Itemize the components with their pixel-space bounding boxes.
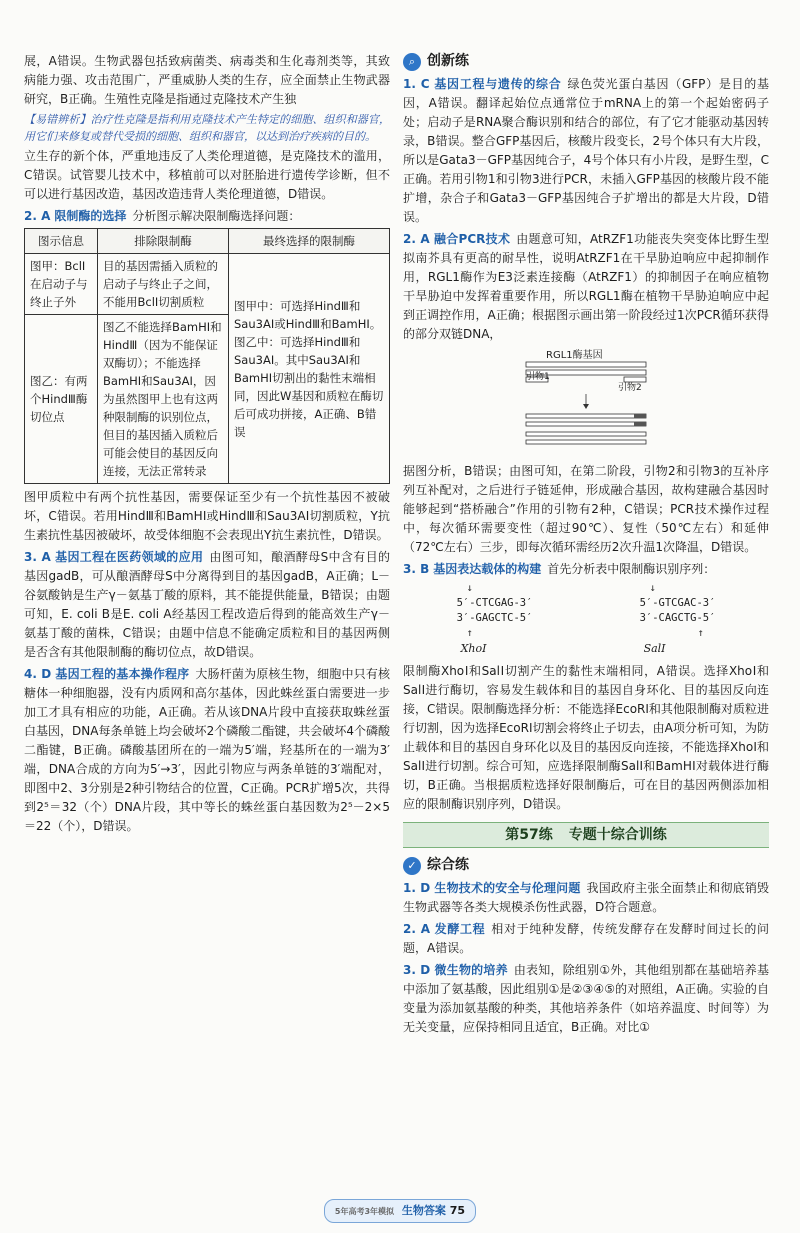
question-text: 我国政府主张全面禁止和彻底销毁生物武器等各类大规模杀伤性武器，D符合题意。 [403, 881, 769, 914]
footer-badge [324, 1199, 476, 1223]
section-title: 创新练 [427, 53, 469, 69]
product-strand [526, 440, 646, 444]
xho-sequence [457, 581, 533, 656]
question-text: 由题意可知，AtRZF1功能丧失突变体比野生型拟南芥具有更高的耐旱性，说明AtRZF1在干旱胁迫响应中起抑制作用，RGL1酶作为E3泛素连接酶（AtRZF1）的抑制因子在响应植物干旱胁迫中发挥着重要作用，所以RGL1酶在植物干旱胁迫响应中起到正调控作用，A正确；根据图示画出第一阶段经过1次PCR循环获得的部分双链DNA， [403, 232, 770, 341]
section-title: 综合练 [427, 857, 469, 873]
product-strand [526, 414, 646, 418]
question-topic: 融合PCR技术 [433, 232, 511, 246]
question-text: 大肠杆菌为原核生物，细胞中只有核糖体一种细胞器，没有内质网和高尔基体，因此蛛丝蛋白需要进一步加工才具有相应的功能，A正确。若从该DNA片段中直接获取蛛丝蛋白基因，DNA每条单链上均会破坏2个磷酸二酯键，共会破坏4个磷酸二酯键，B正确。磷酸基团所在的一端为5′端，羟基所在的一端为3′端，DNA合成的方向为5′→3′，因此引物应与两条单链的3′端配对，即图中2、3分别是2种引物结合的位置，C正确。PCR扩增5次，共得到2⁵＝32（个）DNA片段，其中等长的蛛丝蛋白基因数为2⁵－2×5＝22（个），D错误。 [24, 667, 390, 833]
paragraph: 立生存的新个体，严重地违反了人类伦理道德，是克隆技术的滥用，C错误。试管婴儿技术中，移植前可以对胚胎进行遗传学诊断，但不可以进行基因改造，基因改造违背人类伦理道德，D错误。 [24, 149, 390, 201]
table-cell: 图甲中：可选择HindⅢ和Sau3AⅠ或HindⅢ和BamHⅠ。图乙中：可选择HindⅢ和Sau3AⅠ。其中Sau3AⅠ和BamHⅠ切割出的黏性末端相同，因此W基因和质粒在酶切后可成功拼接，A正确、B错误 [229, 254, 390, 484]
question-text: 分析图示解决限制酶选择问题： [132, 209, 301, 223]
gene-strand [526, 362, 646, 367]
cut-arrow-icon: ↑ [697, 627, 704, 639]
primer-2-label: 引物2 [618, 383, 642, 393]
question-text: 相对于纯种发酵，传统发酵存在发酵时间过长的问题，A错误。 [403, 922, 769, 955]
question-topic: 基因表达载体的构建 [433, 562, 542, 576]
table-header: 排除限制酶 [98, 229, 229, 254]
xho-label: XhoⅠ [460, 642, 487, 655]
question-3 [403, 961, 769, 1037]
question-3 [24, 548, 390, 662]
gene-label: RGL1酶基因 [546, 350, 603, 361]
page-number: 75 [449, 1204, 466, 1217]
question-text: 由图可知，酿酒酵母S中含有目的基因gadB，可从酿酒酵母S中分离得到目的基因gadB，A正确；L－谷氨酸钠是生产γ－氨基丁酸的原料，其不能提供能量，B错误；由题可知，E. coli B是E. coli A经基因工程改造后得到的能高效生产γ－氨基丁酸的菌株，C错误；由题中信息不能确定质粒和目的基因两侧是否含有其他限制酶的酶切位点，故D错误。 [24, 550, 390, 659]
question-topic: 微生物的培养 [434, 963, 508, 977]
answer-number: 4. D [24, 667, 52, 681]
question-2 [403, 920, 769, 958]
down-arrow-icon [583, 404, 589, 409]
paragraph: 展，A错误。生物武器包括致病菌类、病毒类和生化毒剂类等，其致病能力强、攻击范围广，严重威胁人类的生存，应全面禁止生物武器研究，B正确。生殖性克隆是指通过克隆技术产生独 [24, 54, 390, 106]
table-cell: 图甲：BclⅠ在启动子与终止子外 [25, 254, 98, 315]
magnifier-icon: ⌕ [403, 53, 421, 71]
answer-number: 3. B [403, 562, 430, 576]
pcr-diagram [506, 348, 666, 456]
table-cell: 图乙不能选择BamHⅠ和HindⅢ（因为不能保证双酶切）；不能选择BamHⅠ和Sau3AⅠ，因为虽然图甲上也有这两种限制酶的识别位点，但目的基因插入质粒后可能会使目的基因反向连接，无法正常转录 [98, 315, 229, 484]
section-heading [403, 856, 769, 875]
question-1 [403, 879, 769, 917]
banner-title: 专题十综合训练 [568, 826, 667, 843]
right-column [403, 52, 769, 1039]
cut-arrow-icon: ↑ [466, 627, 473, 639]
answer-number: 2. A [24, 209, 51, 223]
footer-title: 生物答案 [401, 1204, 446, 1217]
primer-tail [634, 414, 646, 418]
sal-top-strand: 5′-GTCGAC-3′ [639, 597, 716, 609]
question-1 [403, 75, 769, 227]
question-topic: 发酵工程 [434, 922, 486, 936]
primer-2-box [624, 377, 646, 382]
answer-number: 2. A [403, 922, 431, 936]
chapter-banner [403, 822, 769, 848]
question-text: 首先分析表中限制酶识别序列： [547, 562, 716, 576]
product-strand [526, 432, 646, 436]
product-strand [526, 422, 646, 426]
handwritten-note: 【易错辨析】治疗性克隆是指利用克隆技术产生特定的细胞、组织和器官，用它们来修复或替代受损的细胞、组织和器官，以达到治疗疾病的目的。 [24, 113, 390, 143]
table-cell: 图乙：有两个HindⅢ酶切位点 [25, 315, 98, 484]
question-topic: 基因工程在医药领域的应用 [54, 550, 204, 564]
question-3 [403, 560, 769, 579]
xho-bottom-strand: 3′-GAGCTC-5′ [456, 612, 533, 624]
answer-number: 3. A [24, 550, 51, 564]
restriction-sequences [403, 581, 769, 656]
left-column [24, 52, 390, 838]
table-cell: 目的基因需插入质粒的启动子与终止子之间，不能用BclⅠ切割质粒 [98, 254, 229, 315]
sal-bottom-strand: 3′-CAGCTG-5′ [639, 612, 716, 624]
question-topic: 限制酶的选择 [54, 209, 127, 223]
question-topic: 基因工程与遗传的综合 [433, 77, 562, 91]
sal-sequence [640, 581, 716, 656]
table-header: 图示信息 [25, 229, 98, 254]
primer-tail [634, 422, 646, 426]
cut-arrow-icon: ↓ [649, 582, 656, 594]
question-text: 绿色荧光蛋白基因（GFP）是目的基因，A错误。翻译起始位点通常位于mRNA上的第一个起始密码子处；启动子是RNA聚合酶识别和结合的部位，有了它才能驱动基因转录，B错误。整合GFP基因后，核酸片段变长，2号个体只有大片段，所以是Gata3－GFP基因纯合子，4号个体只有小片段，是野生型，C正确。若用引物1和引物3进行PCR，未插入GFP基因的核酸片段不能扩增，杂合子和Gata3－GFP基因纯合子扩增出的都是大片段，D错误。 [403, 77, 769, 224]
question-text: 由表知，除组别①外，其他组别都在基础培养基中添加了氨基酸，因此组别①是②③④⑤的对照组，A正确。实验的自变量为添加氨基酸的种类，其他培养条件（如培养温度、时间等）为无关变量，应保持相同且适宜，B正确。对比① [403, 963, 769, 1034]
question-topic: 生物技术的安全与伦理问题 [434, 881, 581, 895]
sal-label: SalⅠ [643, 642, 666, 655]
question-4 [24, 665, 390, 836]
primer-1-label: 引物1 [526, 372, 550, 382]
check-icon: ✓ [403, 857, 421, 875]
banner-label: 第57练 [505, 826, 553, 843]
answer-number: 1. C [403, 77, 430, 91]
question-2 [24, 207, 390, 226]
section-heading [403, 52, 769, 71]
answer-number: 1. D [403, 881, 431, 895]
page-footer [0, 1199, 800, 1223]
footer-brand: 5年高考3年模拟 [334, 1207, 395, 1216]
table-row [25, 254, 390, 315]
xho-top-strand: 5′-CTCGAG-3′ [456, 597, 533, 609]
paragraph: 据图分析，B错误；由图可知，在第二阶段，引物2和引物3的互补序列互补配对，之后进行子链延伸，形成融合基因，故构建融合基因时能够起到“搭桥融合”作用的引物有2种，C错误；PCR技术操作过程中，每次循环需要变性（超过90℃）、复性（50℃左右）和延伸（72℃左右）三步，即每次循环需经历2次升温1次降温，D错误。 [403, 464, 769, 554]
question-topic: 基因工程的基本操作程序 [55, 667, 190, 681]
cut-arrow-icon: ↓ [466, 582, 473, 594]
question-2 [403, 230, 769, 344]
table-header-row [25, 229, 390, 254]
paragraph: 图甲质粒中有两个抗性基因，需要保证至少有一个抗性基因不被破坏，C错误。若用HindⅢ和BamHⅠ或HindⅢ和Sau3AⅠ切割质粒，Y抗生素抗性基因被破坏，故受体细胞不会表现出Y抗生素抗性，D错误。 [24, 490, 390, 542]
enzyme-table [24, 228, 390, 484]
answer-number: 3. D [403, 963, 431, 977]
answer-number: 2. A [403, 232, 430, 246]
paragraph: 限制酶XhoⅠ和SalⅠ切割产生的黏性末端相同，A错误。选择XhoⅠ和SalⅠ进行酶切，容易发生载体和目的基因自身环化、目的基因反向连接，C错误。限制酶选择分析：不能选择EcoRⅠ和其他限制酶对质粒进行切割，因为选择EcoRⅠ切割会将终止子切去，由A项分析可知，为防止载体和目的基因自身环化以及目的基因反向连接，不能选择XhoⅠ和SalⅠ进行切割。综合可知，应选择限制酶SalⅠ和BamHⅠ对载体进行酶切，B正确。当根据质粒选择好限制酶后，可在目的基因两侧添加相应的限制酶识别序列，D错误。 [403, 664, 769, 811]
table-header: 最终选择的限制酶 [229, 229, 390, 254]
